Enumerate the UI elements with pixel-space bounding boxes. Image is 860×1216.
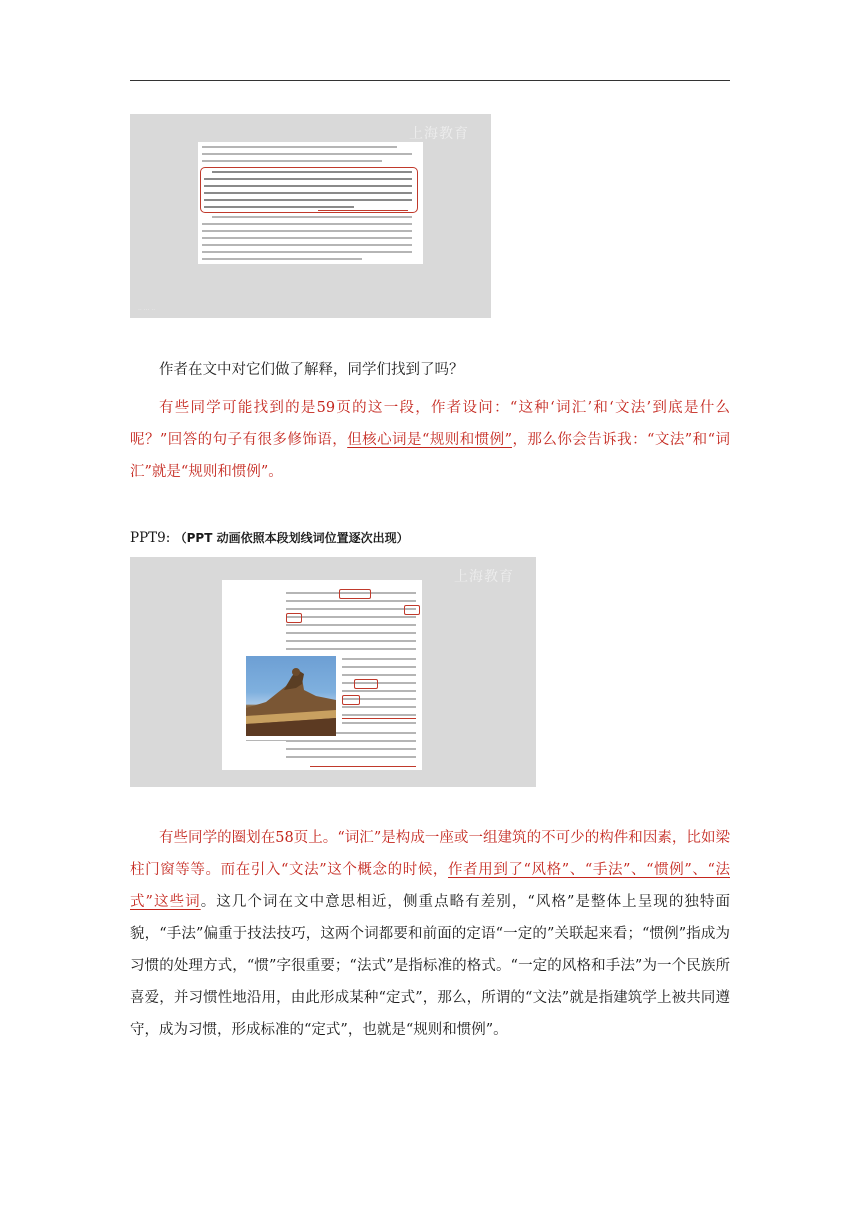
- underlined-key-phrase: 作者用到了“风格”、“手法”、“惯例”、“法式”这些词: [130, 862, 730, 910]
- header-rule: [130, 80, 730, 81]
- explanation-paragraph-2-intro: 有些同学的圈划在58页上。“词汇”是构成一座或一组建筑的不可少的构件和因素，比如梁柱门窗等等。而在引入“文法”这个概念的时候，作者用到了“风格”、“手法”、“惯例”、“法式”这些词。这几个词在文中意思相近，侧重点略有差别，“风格”是整体上呈现的独特面貌，“手法”偏重于技法技巧，这两个词都要和前面的定语“一定的”关联起来看；“惯例”指成为习惯的处理方式，“惯”字很重要；“法式”是指标准的格式。“一定的风格和手法”为一个民族所喜爱，并习惯性地沿用，由此形成某种“定式”，那么，所谓的“文法”就是指建筑学上被共同遵守，成为习惯，形成标准的“定式”，也就是“规则和惯例”。: [130, 830, 730, 1038]
- highlight-underline: [318, 210, 408, 211]
- highlight-box: [200, 167, 418, 213]
- textbook-page-image: [198, 142, 423, 264]
- ppt-slide-screenshot-1: [130, 114, 491, 318]
- underlined-key-phrase: 但核心词是“规则和惯例”: [347, 432, 513, 448]
- question-text: 作者在文中对它们做了解释，同学们找到了吗？: [159, 362, 464, 378]
- textbook-page-image: [222, 580, 422, 770]
- architecture-photo: [246, 656, 336, 736]
- watermark: 上海教育: [409, 126, 469, 142]
- slide-note: （PPT 动画依照本段划线词位置逐次出现）: [174, 531, 409, 545]
- ppt-slide-screenshot-2: [130, 557, 536, 787]
- slide-footer-mark: ·· ··· ··: [138, 307, 156, 314]
- explanation-paragraph-1: 有些同学可能找到的是59页的这一段，作者设问：“这种‘词汇’和‘文法’到底是什么呢？”回答的句子有很多修饰语，但核心词是“规则和惯例”，那么你会告诉我：“文法”和“词汇”就是“规则和惯例”。: [130, 400, 730, 480]
- slide-number: PPT9:: [130, 530, 171, 546]
- watermark: 上海教育: [454, 569, 514, 585]
- roof-ornament-image: [246, 656, 336, 736]
- ppt-slide-label: [130, 528, 409, 548]
